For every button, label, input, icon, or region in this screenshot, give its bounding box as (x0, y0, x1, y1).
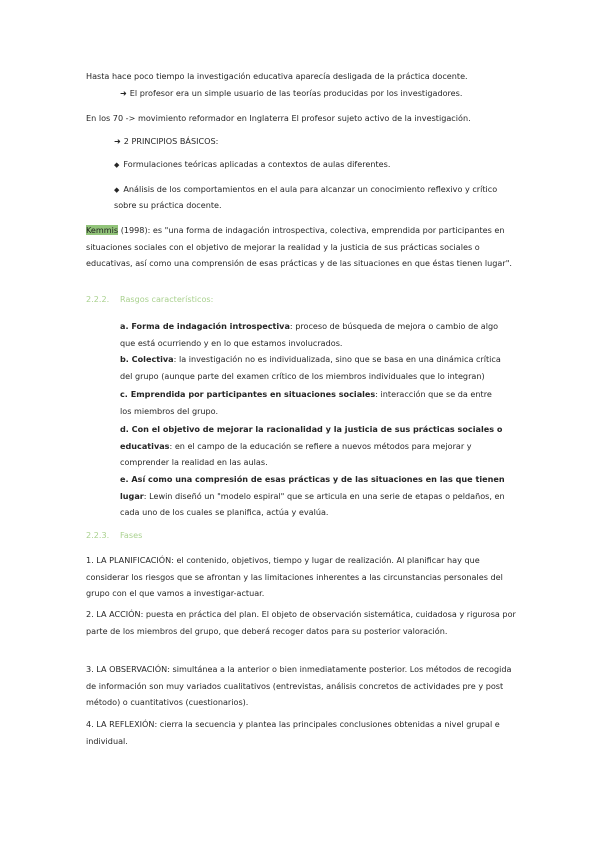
section-heading-rasgos (86, 292, 213, 307)
phase-term: 4. LA REFLEXIÓN (86, 719, 155, 729)
phase-desc: : el contenido, objetivos, tiempo y lugar de realización. Al planificar hay que considerar los riesgos que se afrontan y las limitaciones inherentes a las circunstancias personales del grupo con el que vamos a investigar-actuar. (86, 555, 503, 598)
phase-item (86, 606, 516, 639)
principle-item (114, 182, 514, 213)
phase-desc: : puesta en práctica del plan. El objeto de observación sistemática, cuidadosa y rigurosa por parte de los miembros del grupo, que deberá recoger datos para su posterior valoración. (86, 609, 516, 636)
principles-title-text: 2 PRINCIPIOS BÁSICOS: (123, 136, 219, 146)
feature-desc: : en el campo de la educación se refiere a nuevos métodos para mejorar y comprender la realidad en las aulas. (120, 440, 472, 467)
phase-term: 1. LA PLANIFICACIÓN (86, 555, 172, 565)
phase-item (86, 552, 516, 602)
feature-desc: : la investigación no es individualizada, sino que se basa en una dinámica crítica del grupo (aunque parte del examen crítico de los miembros individuales que lo integran) (120, 354, 501, 381)
phase-term: 3. LA OBSERVACIÓN (86, 664, 168, 674)
section-heading-fases (86, 528, 142, 543)
section-number: 2.2.3. (86, 530, 110, 540)
kemmis-author: Kemmis (86, 225, 119, 235)
section-title: Fases (120, 530, 143, 540)
feature-term: d. Con el objetivo de mejorar la racionalidad y la justicia de sus prácticas sociales o educativas (120, 424, 503, 451)
feature-item (120, 471, 510, 521)
intro-sub-text: El profesor era un simple usuario de las teorías producidas por los investigadores. (129, 88, 463, 98)
feature-item (120, 421, 505, 471)
phase-desc: : cierra la secuencia y plantea las principales conclusiones obtenidas a nivel grupal e individual. (86, 719, 500, 746)
phase-item (86, 661, 516, 711)
feature-item (120, 318, 505, 351)
phase-item (86, 716, 516, 749)
principle-text: Análisis de los comportamientos en el aula para alcanzar un conocimiento reflexivo y crítico sobre su práctica docente. (114, 184, 498, 210)
phase-desc: : simultánea a la anterior o bien inmediatamente posterior. Los métodos de recogida de información son muy variados cualitativos (entrevistas, análisis concretos de actividades pre y post método) o cuantitativos (cuestionarios). (86, 664, 512, 707)
section-title: Rasgos característicos: (120, 294, 214, 304)
intro-line: Hasta hace poco tiempo la investigación educativa aparecía desligada de la práctica docente. (86, 71, 468, 81)
intro-sub-line (120, 86, 462, 101)
feature-desc: : proceso de búsqueda de mejora o cambio de algo que está ocurriendo y en lo que estamos involucrados. (120, 321, 499, 348)
intro-line: En los 70 -> movimiento reformador en Inglaterra El profesor sujeto activo de la investigación. (86, 113, 471, 123)
feature-term: e. Así como una compresión de esas prácticas y de las situaciones en las que tienen lugar (120, 474, 505, 501)
feature-desc: : interacción que se da entre los miembros del grupo. (120, 389, 492, 416)
diamond-bullet-icon: ◆ (114, 161, 120, 169)
principles-title (114, 134, 218, 149)
principle-item (114, 157, 390, 173)
feature-term: b. Colectiva (120, 354, 174, 364)
kemmis-definition (86, 222, 514, 272)
feature-item (120, 386, 505, 419)
principle-text: Formulaciones teóricas aplicadas a contextos de aulas diferentes. (123, 159, 391, 169)
section-number: 2.2.2. (86, 294, 110, 304)
feature-term: c. Emprendida por participantes en situaciones sociales (120, 389, 376, 399)
arrow-icon: ➜ (120, 88, 127, 98)
arrow-icon: ➜ (114, 136, 121, 146)
feature-item (120, 351, 505, 384)
phase-term: 2. LA ACCIÓN (86, 609, 141, 619)
kemmis-text: (1998): es "una forma de indagación introspectiva, colectiva, emprendida por participantes en situaciones sociales con el objetivo de mejorar la realidad y la justicia de sus prácticas sociales o educativas, así como una comprensión de esas prácticas y de las situaciones en que éstas tienen lugar". (86, 225, 512, 268)
feature-term: a. Forma de indagación introspectiva (120, 321, 290, 331)
diamond-bullet-icon: ◆ (114, 186, 120, 194)
feature-desc: : Lewin diseñó un "modelo espiral" que se articula en una serie de etapas o peldaños, en cada uno de los cuales se planifica, actúa y evalúa. (120, 490, 505, 517)
